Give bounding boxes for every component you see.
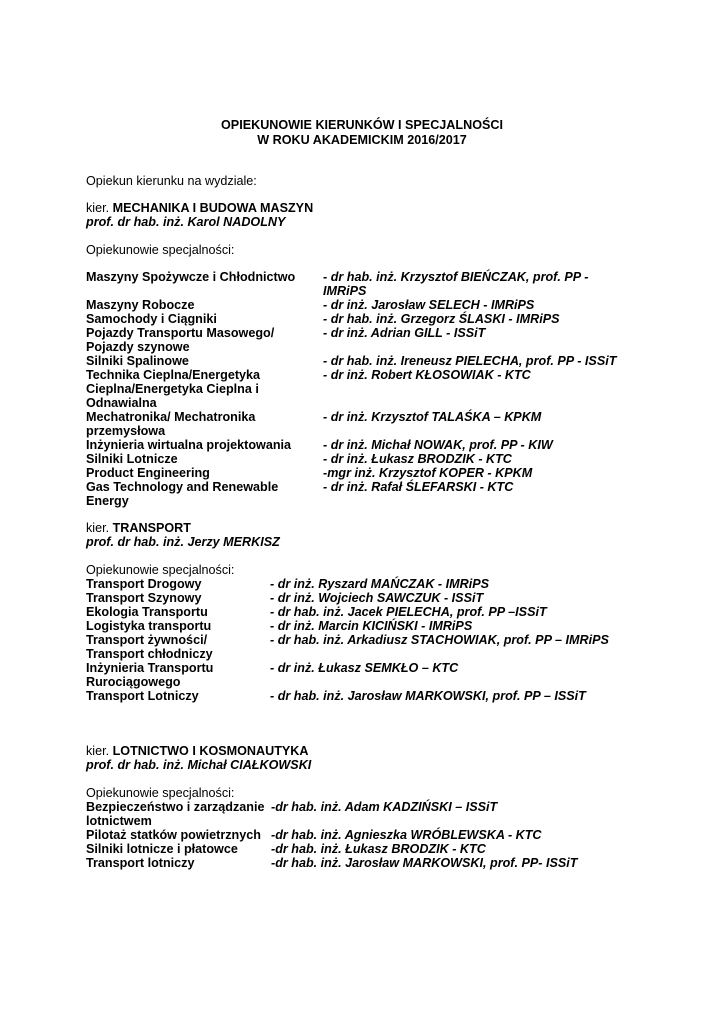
- specialty-tutor: - dr hab. inż. Jacek PIELECHA, prof. PP –ISSiT: [270, 605, 547, 619]
- specialty-tutor: - dr inż. Adrian GILL - ISSiT: [323, 326, 486, 340]
- specialty-tutor: - dr hab. inż. Grzegorz ŚLASKI - IMRiPS: [323, 312, 560, 326]
- specialty-tutor: -dr hab. inż. Jarosław MARKOWSKI, prof. PP- ISSiT: [271, 856, 578, 870]
- specialty-name: Transport Lotniczy: [86, 689, 199, 703]
- specialty-tutor: -dr hab. inż. Łukasz BRODZIK - KTC: [271, 842, 486, 856]
- specialties-label: Opiekunowie specjalności:: [86, 243, 235, 257]
- specialty-name: Maszyny Robocze: [86, 298, 195, 312]
- specialty-tutor: - dr inż. Jarosław SELECH - IMRiPS: [323, 298, 535, 312]
- specialty-name: Inżynieria wirtualna projektowania: [86, 438, 292, 452]
- specialty-tutor: - dr hab. inż. Krzysztof BIEŃCZAK, prof. PP - IMRiPS: [323, 270, 589, 298]
- specialties-label: Opiekunowie specjalności:: [86, 563, 235, 577]
- specialty-tutor: - dr inż. Łukasz SEMKŁO – KTC: [270, 661, 459, 675]
- specialty-name: Transport żywności/ Transport chłodniczy: [86, 633, 213, 661]
- specialty-name: Product Engineering: [86, 466, 210, 480]
- specialty-tutor: - dr hab. inż. Arkadiusz STACHOWIAK, prof. PP – IMRiPS: [270, 633, 609, 647]
- specialty-name: Mechatronika/ Mechatronika przemysłowa: [86, 410, 256, 438]
- specialty-tutor: -dr hab. inż. Adam KADZIŃSKI – ISSiT: [271, 800, 498, 814]
- section-name: MECHANIKA I BUDOWA MASZYN: [112, 201, 314, 215]
- section-name: LOTNICTWO I KOSMONAUTYKA: [112, 744, 309, 758]
- specialty-tutor: - dr inż. Ryszard MAŃCZAK - IMRiPS: [270, 577, 490, 591]
- specialty-name: Transport lotniczy: [86, 856, 195, 870]
- specialty-tutor: - dr inż. Wojciech SAWCZUK - ISSiT: [270, 591, 484, 605]
- specialty-name: Inżynieria Transportu Rurociągowego: [86, 661, 214, 689]
- specialty-tutor: - dr inż. Michał NOWAK, prof. PP - KIW: [323, 438, 553, 452]
- section-mechanika: [86, 201, 313, 215]
- faculty-label: Opiekun kierunku na wydziale:: [86, 174, 257, 188]
- specialty-name: Transport Szynowy: [86, 591, 202, 605]
- specialty-tutor: - dr inż. Krzysztof TALAŚKA – KPKM: [323, 410, 542, 424]
- kier-prefix: kier.: [86, 521, 110, 535]
- kier-prefix: kier.: [86, 744, 110, 758]
- specialty-tutor: -mgr inż. Krzysztof KOPER - KPKM: [323, 466, 533, 480]
- specialty-tutor: -dr hab. inż. Agnieszka WRÓBLEWSKA - KTC: [271, 828, 542, 842]
- section-head: prof. dr hab. inż. Michał CIAŁKOWSKI: [86, 758, 312, 772]
- section-lotnictwo: [86, 744, 309, 758]
- specialty-name: Pojazdy Transportu Masowego/ Pojazdy szynowe: [86, 326, 275, 354]
- specialty-name: Silniki lotnicze i płatowce: [86, 842, 238, 856]
- specialty-name: Logistyka transportu: [86, 619, 212, 633]
- specialty-tutor: - dr inż. Rafał ŚLEFARSKI - KTC: [323, 480, 514, 494]
- page-title-line-2: W ROKU AKADEMICKIM 2016/2017: [257, 133, 467, 147]
- kier-prefix: kier.: [86, 201, 110, 215]
- specialty-tutor: - dr hab. inż. Ireneusz PIELECHA, prof. PP - ISSiT: [323, 354, 617, 368]
- specialty-name: Ekologia Transportu: [86, 605, 208, 619]
- specialty-name: Technika Cieplna/Energetyka Cieplna/Energetyka Cieplna i Odnawialna: [86, 368, 261, 410]
- section-head: prof. dr hab. inż. Jerzy MERKISZ: [86, 535, 280, 549]
- specialty-name: Gas Technology and Renewable Energy: [86, 480, 279, 508]
- specialty-name: Samochody i Ciągniki: [86, 312, 217, 326]
- specialty-name: Bezpieczeństwo i zarządzanie lotnictwem: [86, 800, 265, 828]
- specialty-name: Maszyny Spożywcze i Chłodnictwo: [86, 270, 296, 284]
- specialties-label: Opiekunowie specjalności:: [86, 786, 235, 800]
- specialty-tutor: - dr inż. Marcin KICIŃSKI - IMRiPS: [270, 619, 473, 633]
- specialty-tutor: - dr inż. Łukasz BRODZIK - KTC: [323, 452, 512, 466]
- specialty-name: Transport Drogowy: [86, 577, 202, 591]
- section-name: TRANSPORT: [112, 521, 191, 535]
- specialty-tutor: - dr hab. inż. Jarosław MARKOWSKI, prof. PP – ISSiT: [270, 689, 586, 703]
- section-transport: [86, 521, 191, 535]
- specialty-name: Pilotaż statków powietrznych: [86, 828, 261, 842]
- specialty-name: Silniki Lotnicze: [86, 452, 178, 466]
- specialty-name: Silniki Spalinowe: [86, 354, 189, 368]
- section-head: prof. dr hab. inż. Karol NADOLNY: [86, 215, 286, 229]
- page-title-line-1: OPIEKUNOWIE KIERUNKÓW I SPECJALNOŚCI: [221, 118, 503, 132]
- specialty-tutor: - dr inż. Robert KŁOSOWIAK - KTC: [323, 368, 531, 382]
